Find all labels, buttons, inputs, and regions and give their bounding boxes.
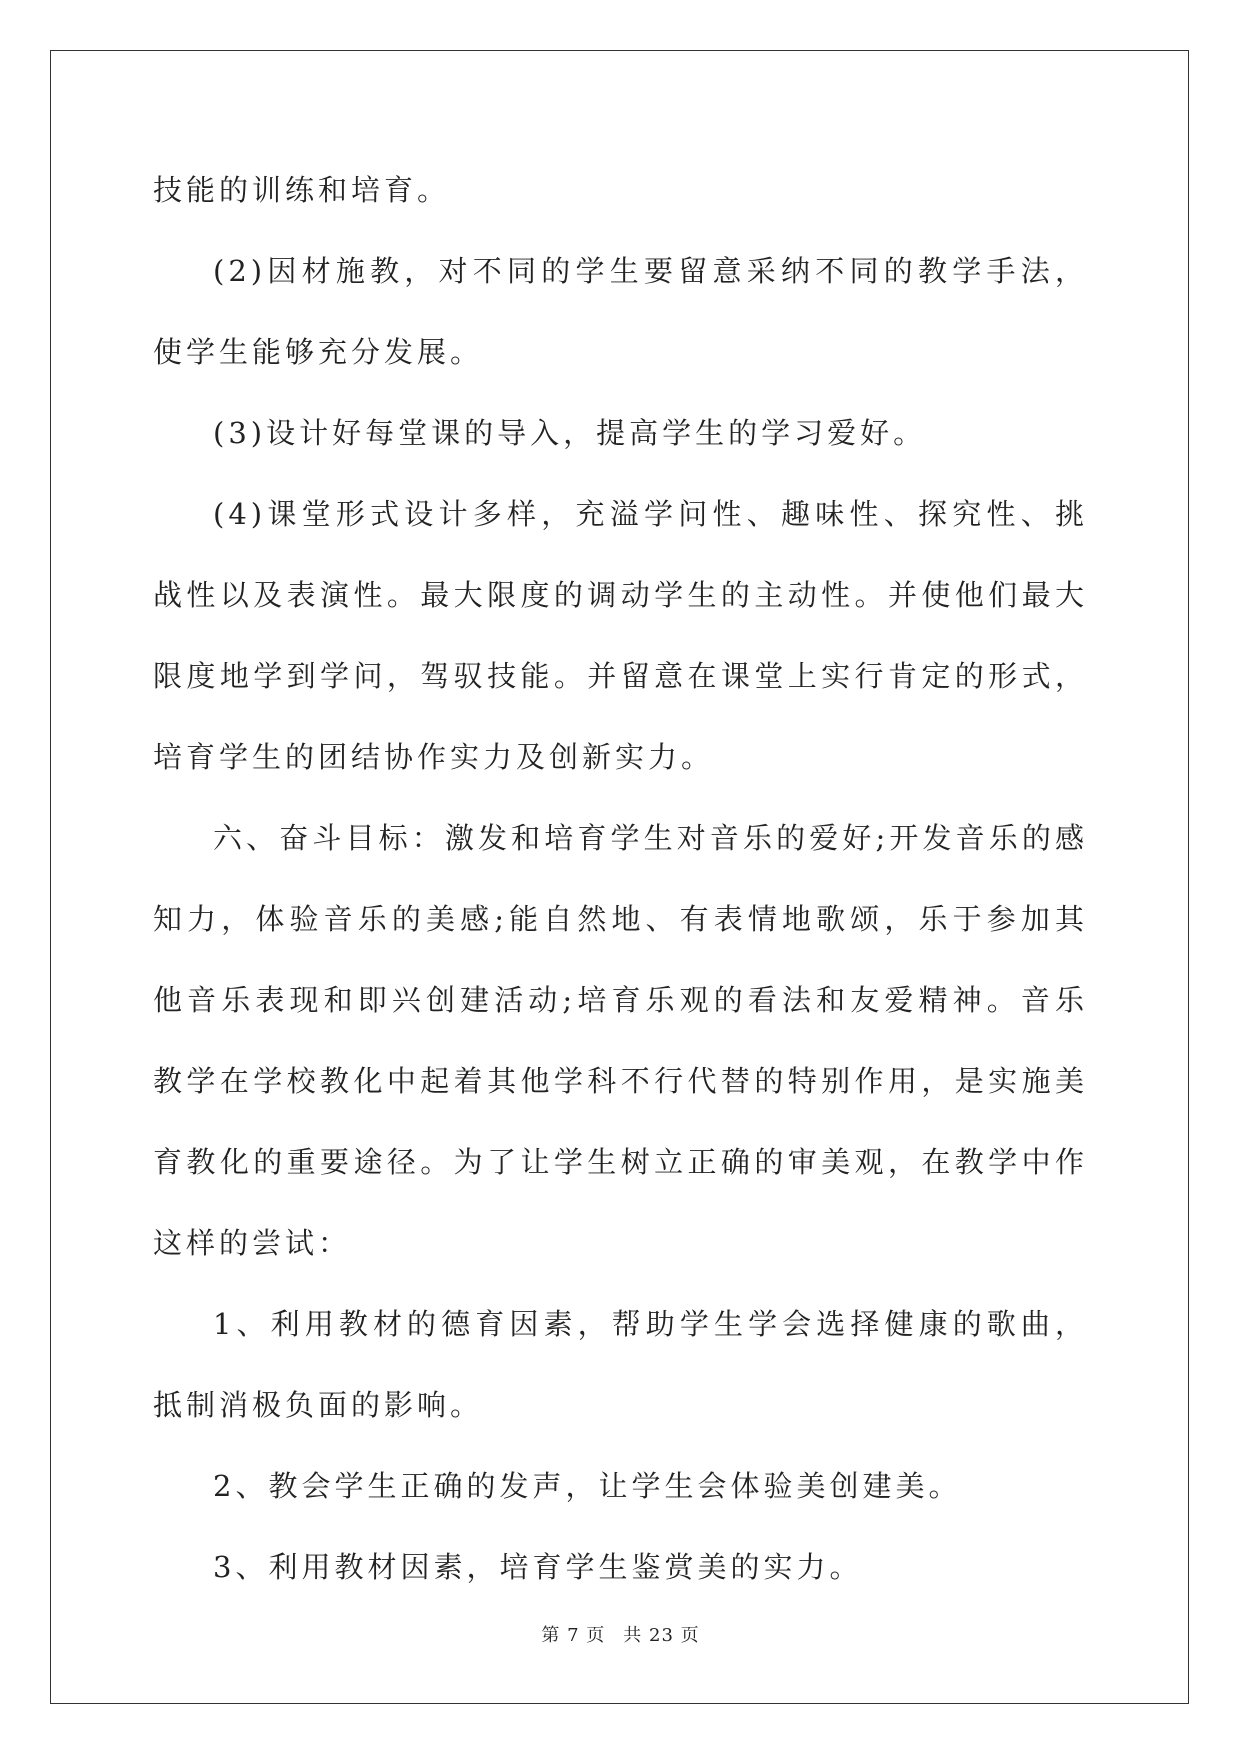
paragraph-2: (2)因材施教，对不同的学生要留意采纳不同的教学手法，使学生能够充分发展。: [153, 254, 1088, 369]
paragraph-5: 六、奋斗目标：激发和培育学生对音乐的爱好;开发音乐的感知力，体验音乐的美感;能自然地、有表情地歌颂，乐于参加其他音乐表现和即兴创建活动;培育乐观的看法和友爱精神。音乐教学在学校教化中起着其他学科不行代替的特别作用，是实施美育教化的重要途径。为了让学生树立正确的审美观，在教学中作这样的尝试：: [153, 821, 1088, 1260]
page-footer: [0, 1621, 1241, 1647]
page-number-current: 第 7 页: [541, 1625, 606, 1646]
paragraph-6: 1、利用教材的德育因素，帮助学生学会选择健康的歌曲，抵制消极负面的影响。: [153, 1307, 1088, 1422]
paragraph-4: (4)课堂形式设计多样，充溢学问性、趣味性、探究性、挑战性以及表演性。最大限度的调动学生的主动性。并使他们最大限度地学到学问，驾驭技能。并留意在课堂上实行肯定的形式，培育学生的团结协作实力及创新实力。: [153, 497, 1088, 774]
document-body: [153, 150, 1088, 1608]
paragraph-8: 3、利用教材因素，培育学生鉴赏美的实力。: [213, 1550, 863, 1584]
page-number-total: 共 23 页: [623, 1625, 700, 1646]
paragraph-7: 2、教会学生正确的发声，让学生会体验美创建美。: [213, 1469, 962, 1503]
paragraph-1: 技能的训练和培育。: [153, 173, 451, 207]
paragraph-3: (3)设计好每堂课的导入，提高学生的学习爱好。: [213, 416, 927, 450]
